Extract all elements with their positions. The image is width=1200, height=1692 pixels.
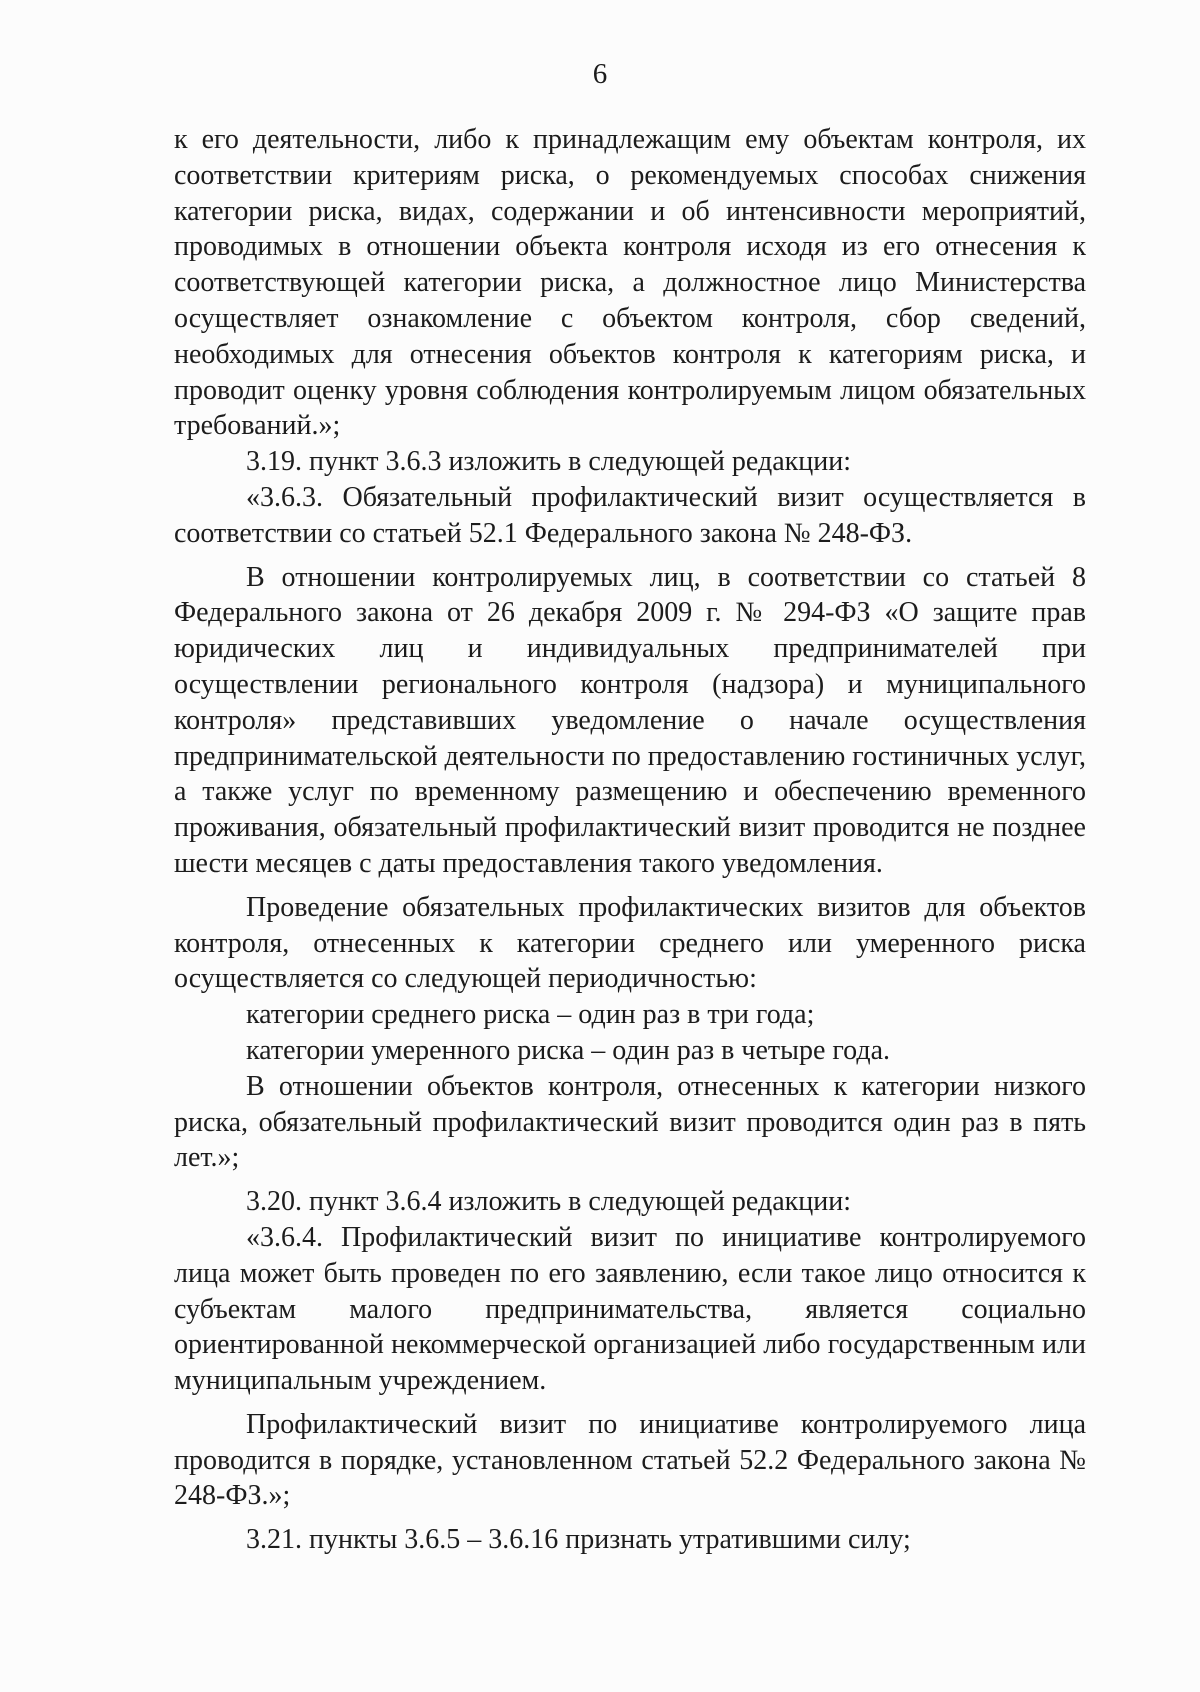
paragraph-3-6-4: «3.6.4. Профилактический визит по инициативе контролируемого лица может быть проведен по его заявлению, если такое лицо относится к субъектам малого предпринимательства, является социально ориентированной некоммерческой организацией либо государственным или муниципальным учреждением.	[174, 1221, 1086, 1397]
document-body	[174, 122, 1086, 1558]
paragraph-initiative-visit: Профилактический визит по инициативе контролируемого лица проводится в порядке, установленном статьей 52.2 Федерального закона № 248-ФЗ.»;	[174, 1408, 1086, 1512]
paragraph-controlled-persons: В отношении контролируемых лиц, в соответствии со статьей 8 Федерального закона от 26 декабря 2009 г. № 294-ФЗ «О защите прав юридических лиц и индивидуальных предпринимателей при осуществлении регионального контроля (надзора) и муниципального контроля» представивших уведомление о начале осуществления предпринимательской деятельности по предоставлению гостиничных услуг, а также услуг по временному размещению и обеспечению временного проживания, обязательный профилактический визит проводится не позднее шести месяцев с даты предоставления такого уведомления.	[174, 561, 1086, 879]
paragraph-continuation: к его деятельности, либо к принадлежащим ему объектам контроля, их соответствии критериям риска, о рекомендуемых способах снижения категории риска, видах, содержании и об интенсивности мероприятий, проводимых в отношении объекта контроля исходя из его отнесения к соответствующей категории риска, а должностное лицо Министерства осуществляет ознакомление с объектом контроля, сбор сведений, необходимых для отнесения объектов контроля к категориям риска, и проводит оценку уровня соблюдения контролируемым лицом обязательных требований.»;	[174, 124, 1086, 442]
paragraph-moderate-risk: категории умеренного риска – один раз в четыре года.	[246, 1034, 891, 1066]
paragraph-3-6-3: «3.6.3. Обязательный профилактический визит осуществляется в соответствии со статьей 52.1 Федерального закона № 248-ФЗ.	[174, 481, 1086, 549]
page-number: 6	[592, 58, 608, 90]
paragraph-medium-risk: категории среднего риска – один раз в три года;	[246, 999, 815, 1031]
paragraph-item-3-20: 3.20. пункт 3.6.4 изложить в следующей редакции:	[246, 1186, 851, 1218]
paragraph-item-3-21: 3.21. пункты 3.6.5 – 3.6.16 признать утратившими силу;	[246, 1524, 911, 1556]
paragraph-low-risk: В отношении объектов контроля, отнесенных к категории низкого риска, обязательный профилактический визит проводится один раз в пять лет.»;	[174, 1070, 1086, 1174]
paragraph-item-3-19: 3.19. пункт 3.6.3 изложить в следующей редакции:	[246, 446, 851, 478]
paragraph-visit-periodicity: Проведение обязательных профилактических визитов для объектов контроля, отнесенных к категории среднего или умеренного риска осуществляется со следующей периодичностью:	[174, 891, 1086, 995]
